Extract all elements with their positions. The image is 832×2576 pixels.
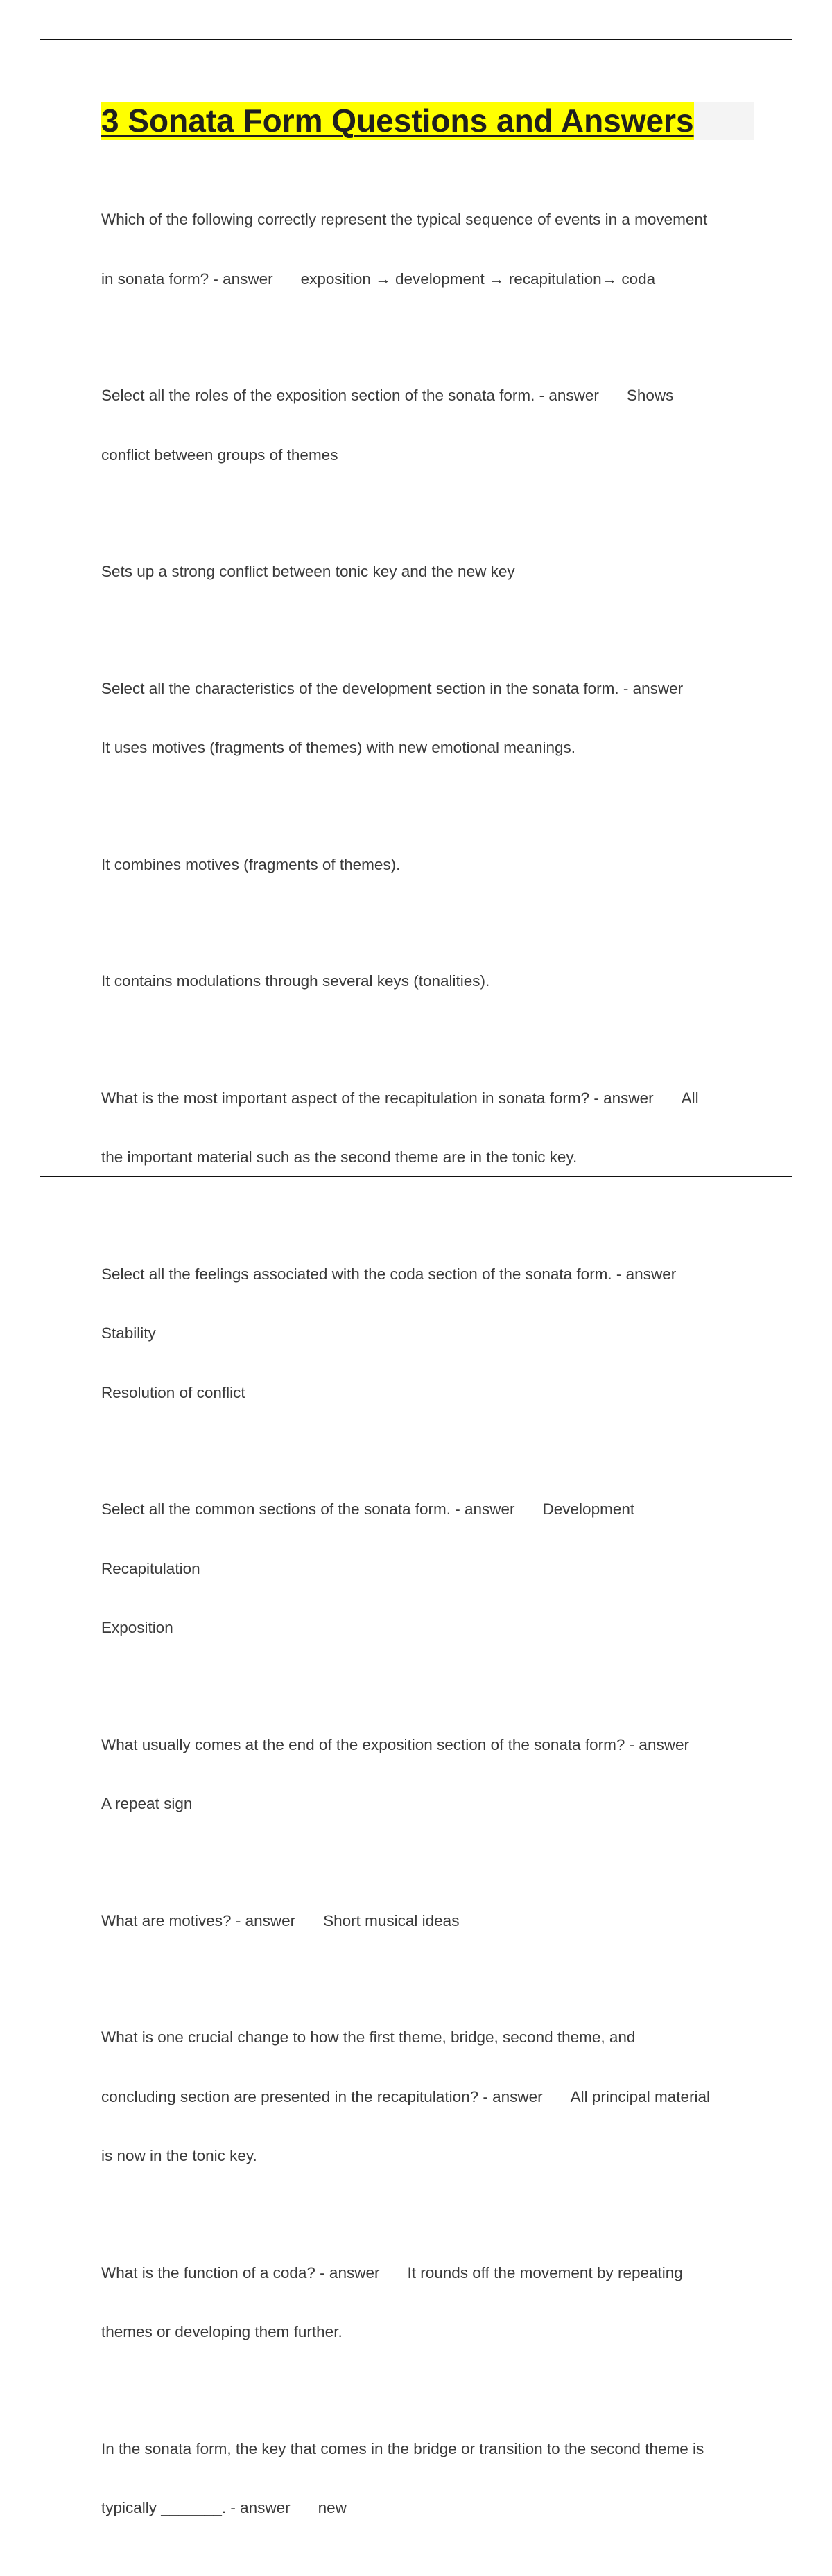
- qa-item-3: [101, 523, 753, 622]
- qa-line: Exposition: [101, 1619, 173, 1636]
- qa-line: It contains modulations through several keys (tonalities).: [101, 972, 490, 990]
- qa-item-9: [101, 1460, 753, 1678]
- title-block: [101, 102, 754, 140]
- question-text: What is the most important aspect of the recapitulation in sonata form? - answer: [101, 1089, 654, 1107]
- qa-line: What is one crucial change to how the first theme, bridge, second theme, and: [101, 2029, 636, 2046]
- question-text: concluding section are presented in the recapitulation? - answer: [101, 2087, 543, 2105]
- qa-line: It uses motives (fragments of themes) with new emotional meanings.: [101, 739, 576, 756]
- qa-line: It combines motives (fragments of themes).: [101, 855, 401, 873]
- answer-text: All: [681, 1089, 699, 1107]
- question-text: What is the function of a coda? - answer: [101, 2263, 380, 2281]
- qa-item-10: [101, 1696, 753, 1854]
- question-text: Select all the roles of the exposition section of the sonata form. - answer: [101, 387, 599, 404]
- qa-line: Select all the characteristics of the development section in the sonata form. - answer: [101, 679, 684, 697]
- answer-text: All principal material: [570, 2087, 710, 2105]
- answer-text: It rounds off the movement by repeating: [407, 2263, 683, 2281]
- qa-item-7: [101, 1049, 753, 1207]
- qa-item-8: [101, 1225, 753, 1443]
- qa-line: the important material such as the second theme are in the tonic key.: [101, 1148, 578, 1166]
- qa-item-5: [101, 816, 753, 915]
- question-text: in sonata form? - answer: [101, 270, 273, 288]
- qa-line: Resolution of conflict: [101, 1383, 245, 1401]
- qa-line: Stability: [101, 1324, 156, 1342]
- qa-item-4: [101, 640, 753, 798]
- question-text: typically _______. - answer: [101, 2499, 291, 2516]
- qa-line: Recapitulation: [101, 1559, 200, 1577]
- answer-text: Short musical ideas: [323, 1911, 460, 1929]
- qa-line: themes or developing them further.: [101, 2323, 343, 2340]
- top-rule: [40, 39, 792, 40]
- qa-item-11: [101, 1872, 753, 1971]
- qa-line: In the sonata form, the key that comes in the bridge or transition to the second theme is: [101, 2439, 704, 2457]
- qa-line: Select all the feelings associated with the coda section of the sonata form. - answer: [101, 1265, 677, 1283]
- qa-line: is now in the tonic key.: [101, 2147, 257, 2164]
- qa-line: What usually comes at the end of the exposition section of the sonata form? - answer: [101, 1735, 689, 1753]
- qa-line: conflict between groups of themes: [101, 446, 338, 464]
- answer-text: exposition → development → recapitulation→ coda: [300, 270, 656, 288]
- answer-text: new: [318, 2499, 347, 2516]
- bottom-rule: [40, 1176, 792, 1177]
- qa-item-6: [101, 932, 753, 1031]
- qa-item-2: [101, 347, 753, 505]
- qa-item-13: [101, 2224, 753, 2382]
- qa-item-1: [101, 170, 753, 328]
- answer-text: Shows: [626, 387, 674, 404]
- qa-line: Which of the following correctly represent the typical sequence of events in a movement: [101, 211, 708, 228]
- qa-item-14: [101, 2400, 753, 2558]
- question-text: Select all the common sections of the sonata form. - answer: [101, 1500, 515, 1518]
- qa-line: Sets up a strong conflict between tonic key and the new key: [101, 563, 515, 580]
- qa-item-12: [101, 1988, 753, 2206]
- document-body: [101, 102, 753, 2576]
- document-title: 3 Sonata Form Questions and Answers: [101, 103, 694, 139]
- question-text: What are motives? - answer: [101, 1911, 296, 1929]
- qa-line: A repeat sign: [101, 1795, 193, 1812]
- answer-text: Development: [542, 1500, 635, 1518]
